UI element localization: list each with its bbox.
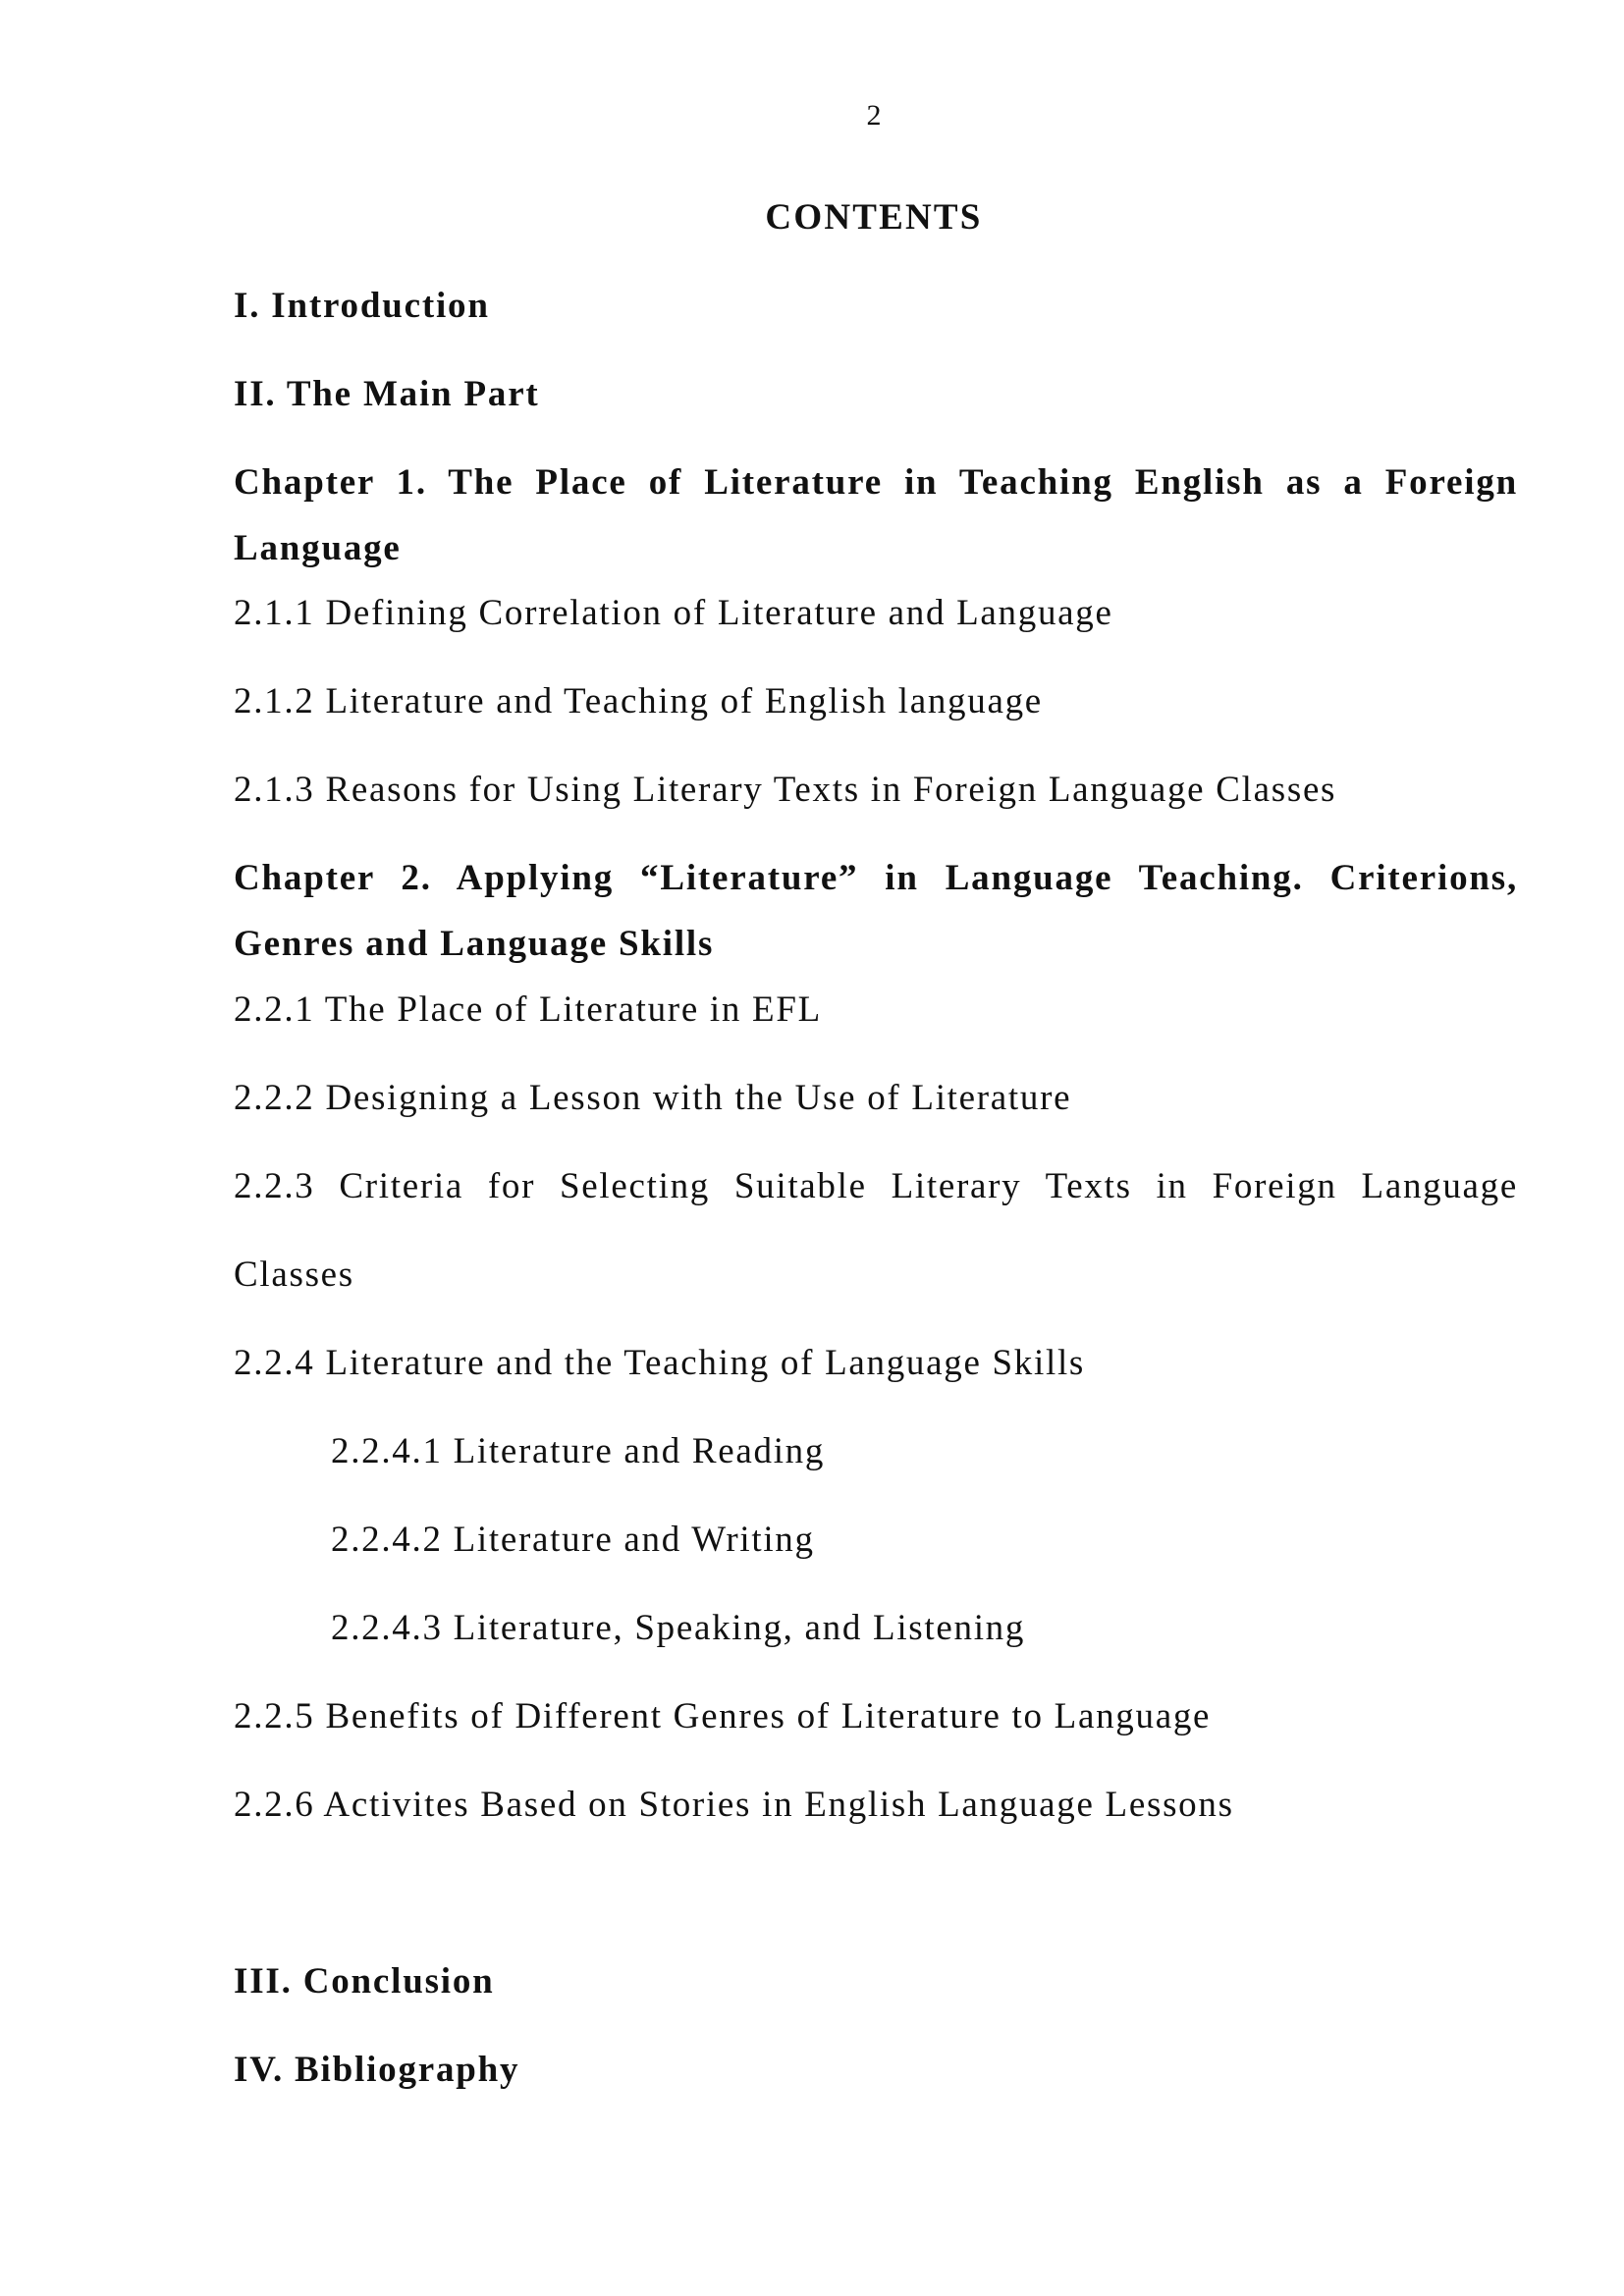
toc-conclusion: III. Conclusion (234, 1961, 495, 2002)
toc-section-2-2-5: 2.2.5 Benefits of Different Genres of Literature to Language (234, 1696, 1212, 1736)
section-2-2-3-line-1: 2.2.3 Criteria for Selecting Suitable Literary Texts in Foreign Language (234, 1166, 1518, 1206)
chapter-1-title-line-2: Language (234, 528, 402, 568)
toc-subsection-2-2-4-1: 2.2.4.1 Literature and Reading (331, 1431, 826, 1471)
chapter-1-title-line-1: Chapter 1. The Place of Literature in Teaching English as a Foreign (234, 462, 1518, 503)
toc-section-2-1-2: 2.1.2 Literature and Teaching of English language (234, 681, 1043, 721)
toc-bibliography: IV. Bibliography (234, 2050, 520, 2090)
section-2-2-3-line-2: Classes (234, 1255, 354, 1295)
toc-main-part: II. The Main Part (234, 374, 540, 414)
toc-section-2-2-6: 2.2.6 Activites Based on Stories in English Language Lessons (234, 1785, 1234, 1825)
chapter-2-title-line-2: Genres and Language Skills (234, 924, 715, 964)
toc-subsection-2-2-4-3: 2.2.4.3 Literature, Speaking, and Listening (331, 1608, 1026, 1648)
toc-section-2-2-4: 2.2.4 Literature and the Teaching of Language Skills (234, 1343, 1086, 1383)
toc-chapter-1-title (234, 459, 1518, 572)
toc-chapter-2-title (234, 855, 1518, 968)
toc-section-2-1-3: 2.1.3 Reasons for Using Literary Texts in Foreign Language Classes (234, 770, 1337, 810)
toc-section-2-2-2: 2.2.2 Designing a Lesson with the Use of Literature (234, 1078, 1072, 1118)
page-number: 2 (866, 99, 882, 132)
toc-section-2-2-3 (234, 1163, 1518, 1299)
contents-heading: CONTENTS (765, 197, 983, 238)
toc-section-2-2-1: 2.2.1 The Place of Literature in EFL (234, 989, 822, 1030)
toc-section-2-1-1: 2.1.1 Defining Correlation of Literature and Language (234, 593, 1113, 633)
toc-introduction: I. Introduction (234, 286, 490, 326)
toc-subsection-2-2-4-2: 2.2.4.2 Literature and Writing (331, 1520, 815, 1560)
chapter-2-title-line-1: Chapter 2. Applying “Literature” in Language Teaching. Criterions, (234, 858, 1518, 898)
